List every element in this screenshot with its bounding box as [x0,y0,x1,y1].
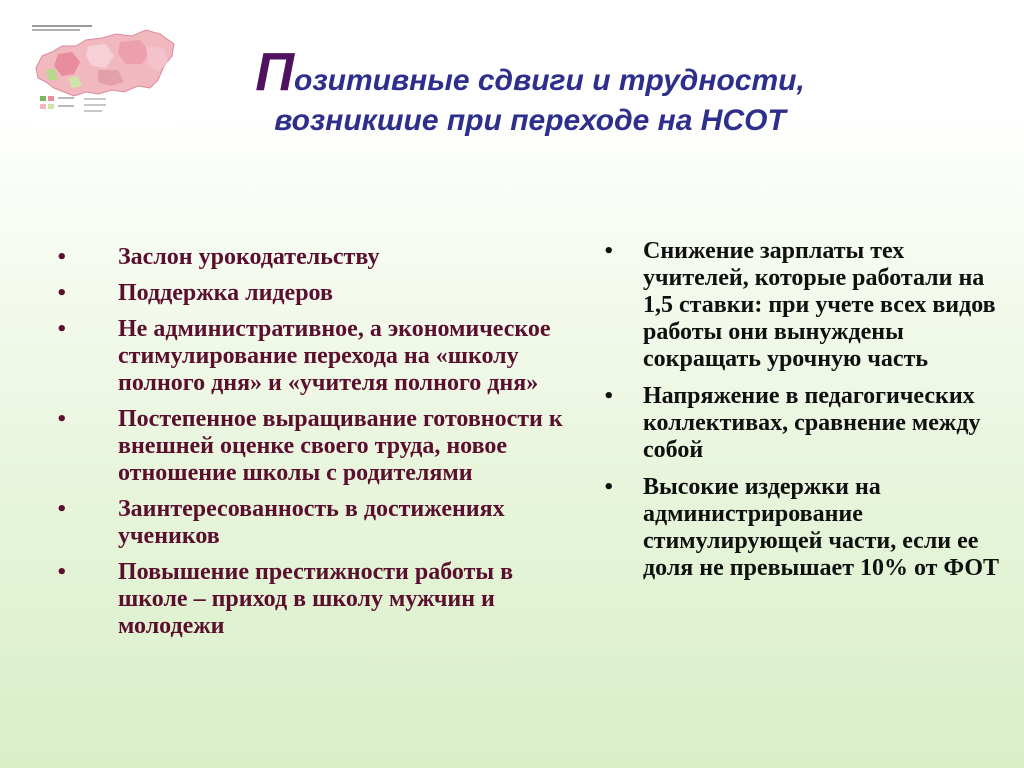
list-item-text: Заинтересованность в достижениях учеников [118,496,505,549]
bullet-icon: • [603,386,615,407]
bullet-icon: • [56,499,68,520]
bullet-icon: • [603,241,615,262]
list-item [56,559,576,640]
list-item [603,238,1003,373]
title-first-letter: П [255,42,295,102]
list-item [56,406,576,487]
bullet-icon: • [56,247,68,268]
list-item [603,474,1003,582]
list-item-text: Поддержка лидеров [118,280,333,306]
list-item-text: Постепенное выращивание готовности к внешней оценке своего труда, новое отношение школы с родителями [118,406,563,486]
list-item-text: Высокие издержки на администрирование стимулирующей части, если ее доля не превышает 10% от ФОТ [643,474,1000,581]
list-item-text: Не административное, а экономическое стимулирование перехода на «школу полного дня» и «учителя полного дня» [118,316,551,396]
list-item-text: Снижение зарплаты тех учителей, которые работали на 1,5 ставки: при учете всех видов работы они вынуждены сокращать урочную часть [643,238,996,372]
title-line-1-text: озитивные сдвиги и трудности, [294,64,805,97]
list-item-text: Повышение престижности работы в школе – приход в школу мужчин и молодежи [118,559,514,639]
bullet-icon: • [56,319,68,340]
page-title [190,42,870,141]
list-item-text: Заслон урокодательству [118,244,380,270]
bullet-icon: • [603,477,615,498]
title-line-2: возникшие при переходе на НСОТ [274,104,786,137]
russia-map-icon [28,22,180,126]
difficulties-list [603,238,1003,592]
list-item [603,383,1003,464]
list-item-text: Напряжение в педагогических коллективах, сравнение между собой [643,383,981,463]
title-line-1 [190,42,870,102]
list-item [56,496,576,550]
bullet-icon: • [56,283,68,304]
list-item [56,244,576,271]
list-item [56,280,576,307]
list-item [56,316,576,397]
bullet-icon: • [56,562,68,583]
positive-shifts-list [56,244,576,649]
bullet-icon: • [56,409,68,430]
